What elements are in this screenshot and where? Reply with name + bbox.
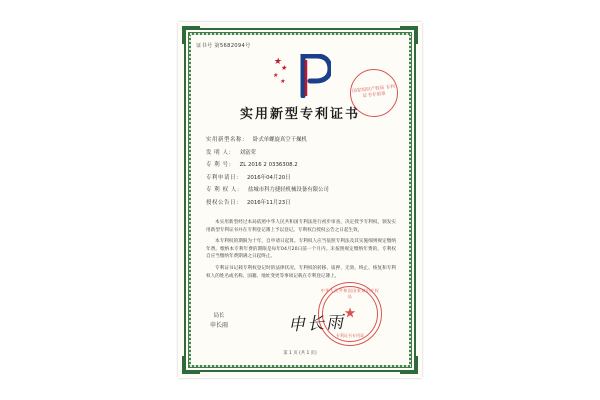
signature-role: 局长 [213,313,225,319]
government-official-seal [318,282,382,346]
certificate-logo-area [192,51,408,101]
field-label: 专 利 权 人： [206,187,243,193]
signature-name: 申长雨 [210,322,229,329]
body-paragraph: 专利证书记载专利权登记时的法律状况。专利权的转移、质押、无效、终止、恢复和专利权人的姓名或名称、国籍、地址变更等事项记载在专利登记簿上。 [206,265,396,279]
body-paragraph: 本实用新型经过本局依照中华人民共和国专利法进行初步审查，决定授予专利权，颁发实用新型专利证书并在专利登记簿上予以登记。专利权自授权公告之日起生效。 [206,220,396,233]
field-value: 盐城市科力捷轻机械设备有限公司 [247,187,329,193]
field-label: 实用新型名称： [206,137,248,143]
page-footer: 第 1 页 (共 1 页) [283,351,317,356]
field-row [206,159,398,172]
signature-block [210,312,228,330]
logo-p-mark-icon [297,54,331,98]
patent-certificate [178,22,422,378]
field-row [206,197,398,210]
patent-office-logo-icon [269,54,331,98]
certificate-body-text [206,219,396,284]
field-row [206,172,398,185]
field-label: 授权公告日： [206,199,242,206]
seal-bottom-text: 专利证书专用章 [336,333,364,338]
body-paragraph: 本专利权的期限为十年，自申请日起算。专利权人应当依照专利法及其实施细则规定缴纳年费。缴纳本专利年费的期限是每年04月20日前一个月内。未按照规定缴纳年费的，专利权自应当缴纳年费期满之日起终止。 [206,239,396,260]
seal-star-icon: ★ [343,305,357,322]
field-row [206,134,398,147]
certificate-serial-number: 证书号 第5682094号 [196,43,251,49]
field-value: 卧式单螺旋真空干燥机 [252,137,307,143]
field-value: ZL 2016 2 0336308.2 [239,162,298,168]
field-label: 专 利 号： [206,162,235,168]
field-row [206,147,398,160]
field-value: 2016年11月23日 [246,199,291,206]
page-title: 实用新型专利证书 [239,107,360,122]
field-label: 发 明 人： [206,149,235,156]
field-value: 刘富荣 [239,149,256,156]
logo-stars-icon: ★ ★ ★ ★ [272,57,288,85]
certificate-fields [206,134,398,209]
field-value: 2016年04月20日 [246,174,291,181]
seal-top-text: 中华人民共和国国家知识产权局 [320,288,380,299]
field-label: 专利申请日： [206,174,242,181]
certificate-page [192,36,408,364]
handwritten-signature: 申长雨 [287,312,346,336]
office-round-seal: 国家知识产权局 专利证书专用章 [348,67,401,120]
field-row [206,184,398,197]
